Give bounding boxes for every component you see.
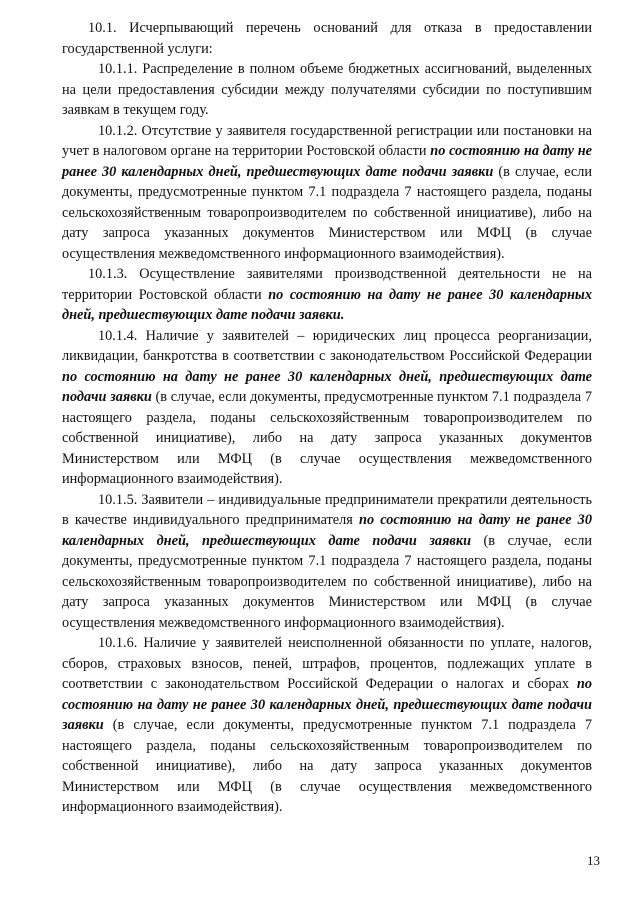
paragraph-10-1-5 [62,490,592,634]
emphasized-text: по состоянию на дату не ранее 30 календарных дней, предшествующих дате подачи заявки [62,143,593,180]
paragraph-text: 10.1. Исчерпывающий перечень оснований для отказа в предоставлении государственной услуги: [62,20,592,57]
paragraph-text: 10.1.6. Наличие у заявителей неисполненной обязанности по уплате, налогов, сборов, страховых взносов, пеней, штрафов, процентов, подлежащих уплате в соответствии с законодательством Российской Федерации о налогах и сборах [62,635,592,692]
emphasized-text: по состоянию на дату не ранее 30 календарных дней, предшествующих дате подачи заявки [62,368,592,405]
paragraph-text: (в случае, если документы, предусмотренные пунктом 7.1 подраздела 7 настоящего раздела, поданы сельскохозяйственным товаропроизводителем по собственной инициативе), либо на дату запроса указанных документов Министерством или МФЦ (в случае осуществления межведомственного информационного взаимодействия). [62,717,592,815]
paragraph-text: 10.1.3. Осуществление заявителями производственной деятельности не на территории Ростовской области [62,266,592,303]
paragraph-10-1 [62,18,592,59]
paragraph-text: (в случае, если документы, предусмотренные пунктом 7.1 подраздела 7 настоящего раздела, поданы сельскохозяйственным товаропроизводителем по собственной инициативе), либо на дату запроса указанных документов Министерством или МФЦ (в случае осуществления межведомственного информационного взаимодействия). [62,532,592,631]
paragraph-10-1-4 [62,326,592,490]
paragraph-text: 10.1.1. Распределение в полном объеме бюджетных ассигнований, выделенных на цели предоставления субсидии между получателями субсидии по поступившим заявкам в текущем году. [62,61,592,118]
paragraph-text: (в случае, если документы, предусмотренные пунктом 7.1 подраздела 7 настоящего раздела, поданы сельскохозяйственным товаропроизводителем по собственной инициативе), либо на дату запроса указанных документов Министерством или МФЦ (в случае осуществления межведомственного информационного взаимодействия). [62,389,593,487]
paragraph-text: 10.1.4. Наличие у заявителей – юридических лиц процесса реорганизации, ликвидации, банкротства в соответствии с законодательством Российской Федерации [62,327,592,364]
paragraph-10-1-1 [62,59,592,121]
emphasized-text: по состоянию на дату не ранее 30 календарных дней, предшествующих дате подачи заявки [62,512,592,549]
paragraph-10-1-3 [62,264,592,326]
paragraph-10-1-2 [62,121,592,265]
paragraph-text: 10.1.5. Заявители – индивидуальные предприниматели прекратили деятельность в качестве индивидуального предпринимателя [62,491,592,528]
paragraph-text: 10.1.2. Отсутствие у заявителя государственной регистрации или постановки на учет в налоговом органе на территории Ростовской области [62,122,592,159]
paragraph-text: (в случае, если документы, предусмотренные пунктом 7.1 подраздела 7 настоящего раздела, поданы сельскохозяйственным товаропроизводителем по собственной инициативе), либо на дату запроса указанных документов Министерством или МФЦ (в случае осуществления межведомственного информационного взаимодействия). [62,163,592,262]
emphasized-text: по состоянию на дату не ранее 30 календарных дней, предшествующих дате подачи заявки [62,676,592,733]
paragraph-10-1-6 [62,633,592,818]
emphasized-text: по состоянию на дату не ранее 30 календарных дней, предшествующих дате подачи заявки. [62,286,592,323]
document-page [62,18,592,818]
page-number: 13 [587,853,600,868]
